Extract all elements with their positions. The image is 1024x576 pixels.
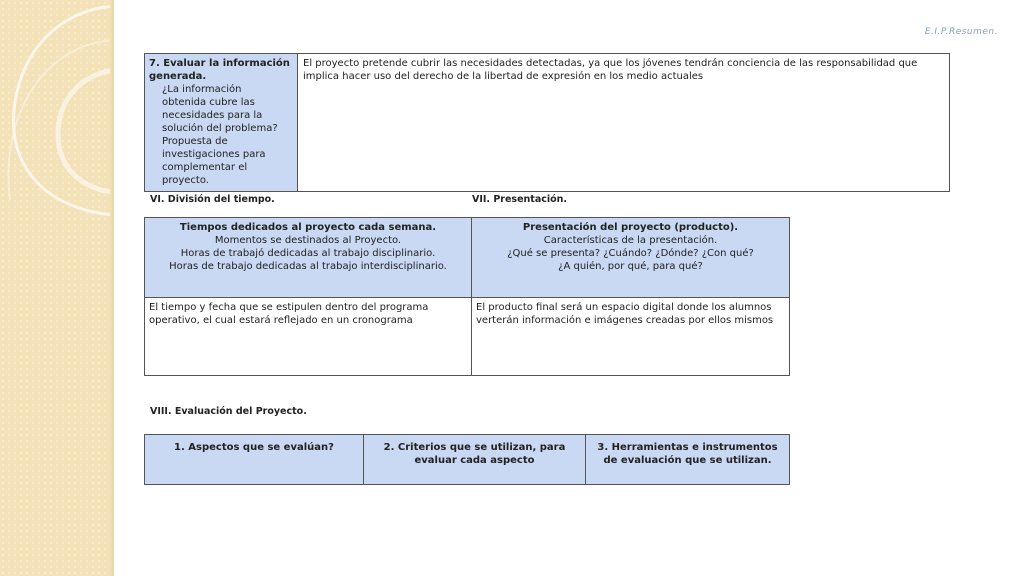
time-header-title: Tiempos dedicados al proyecto cada semana. bbox=[179, 222, 437, 233]
time-header-line: Horas de trabajo dedicadas al trabajo interdisciplinario. bbox=[169, 261, 447, 272]
evaluate-heading: 7. Evaluar la información generada. bbox=[149, 58, 290, 82]
evaluate-question-line: investigaciones para bbox=[162, 149, 266, 160]
evaluation-table bbox=[144, 434, 790, 485]
section-evaluation-title: VIII. Evaluación del Proyecto. bbox=[150, 406, 307, 417]
evaluate-question-line: proyecto. bbox=[162, 175, 209, 186]
evaluate-answer: El proyecto pretende cubrir las necesidades detectadas, ya que los jóvenes tendrán conciencia de las responsabilidad que implica hacer uso del derecho de la libertad de expresión en los medio actuales bbox=[298, 54, 950, 192]
header-label: E.I.P.Resumen. bbox=[924, 27, 998, 37]
decorative-arcs bbox=[0, 0, 114, 576]
evaluate-question-line: necesidades para la bbox=[162, 110, 263, 121]
eval-column-criteria: 2. Criterios que se utilizan, para evaluar cada aspecto bbox=[364, 435, 586, 485]
presentation-header-line: ¿Qué se presenta? ¿Cuándo? ¿Dónde? ¿Con qué? bbox=[507, 248, 754, 259]
evaluate-question-line: obtenida cubre las bbox=[162, 97, 255, 108]
presentation-header-cell bbox=[472, 218, 790, 298]
presentation-header-line: Características de la presentación. bbox=[543, 235, 718, 246]
presentation-answer: El producto final será un espacio digital donde los alumnos verterán información e imágenes creadas por ellos mismos bbox=[472, 298, 790, 376]
presentation-header-line: ¿A quién, por qué, para qué? bbox=[558, 261, 703, 272]
evaluate-question-line: ¿La información bbox=[162, 84, 242, 95]
evaluate-question-cell bbox=[145, 54, 298, 192]
eval-column-tools: 3. Herramientas e instrumentos de evaluación que se utilizan. bbox=[586, 435, 790, 485]
evaluate-question-line: complementar el bbox=[162, 162, 248, 173]
evaluate-table bbox=[144, 53, 950, 192]
time-header-line: Horas de trabajó dedicadas al trabajo disciplinario. bbox=[180, 248, 436, 259]
section-presentation-title: VII. Presentación. bbox=[472, 194, 568, 205]
presentation-header-title: Presentación del proyecto (producto). bbox=[522, 222, 739, 233]
evaluate-question-line: Propuesta de bbox=[162, 136, 228, 147]
eval-column-aspects: 1. Aspectos que se evalúan? bbox=[145, 435, 364, 485]
section-time-title: VI. División del tiempo. bbox=[150, 194, 275, 205]
time-header-cell bbox=[145, 218, 472, 298]
time-header-line: Momentos se destinados al Proyecto. bbox=[214, 235, 402, 246]
decorative-sidebar bbox=[0, 0, 114, 576]
time-presentation-table bbox=[144, 217, 790, 376]
evaluate-question-line: solución del problema? bbox=[162, 123, 278, 134]
time-answer: El tiempo y fecha que se estipulen dentro del programa operativo, el cual estará reflejado en un cronograma bbox=[145, 298, 472, 376]
